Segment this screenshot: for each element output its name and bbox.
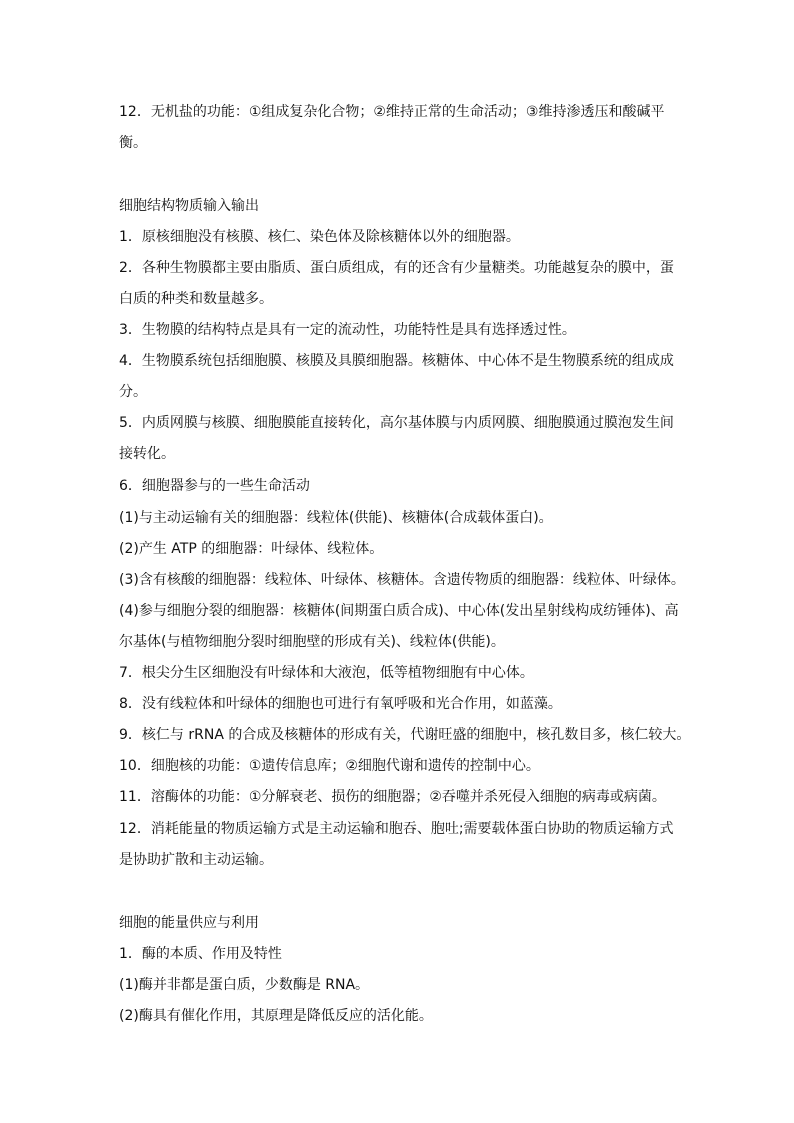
text-line: (4)参与细胞分裂的细胞器：核糖体(间期蛋白质合成)、中心体(发出星射线构成纺锤体)、高	[119, 603, 679, 619]
text-line: (1)酶并非都是蛋白质，少数酶是 RNA。	[119, 977, 370, 993]
text-line: 7．根尖分生区细胞没有叶绿体和大液泡，低等植物细胞有中心体。	[119, 665, 534, 681]
text-line: 白质的种类和数量越多。	[119, 291, 273, 307]
text-line: 9．核仁与 rRNA 的合成及核糖体的形成有关，代谢旺盛的细胞中，核孔数目多，核仁较大。	[119, 727, 691, 743]
text-line: (3)含有核酸的细胞器：线粒体、叶绿体、核糖体。含遗传物质的细胞器：线粒体、叶绿体。	[119, 572, 685, 588]
text-line: 3．生物膜的结构特点是具有一定的流动性，功能特性是具有选择透过性。	[119, 322, 576, 338]
text-line: 12．无机盐的功能：①组成复杂化合物；②维持正常的生命活动；③维持渗透压和酸碱平	[119, 104, 665, 120]
text-line: 尔基体(与植物细胞分裂时细胞壁的形成有关)、线粒体(供能)。	[119, 634, 505, 650]
text-line: 1．原核细胞没有核膜、核仁、染色体及除核糖体以外的细胞器。	[119, 229, 520, 245]
text-line: 接转化。	[119, 446, 175, 462]
text-line: 1．酶的本质、作用及特性	[119, 946, 282, 962]
text-line: 12．消耗能量的物质运输方式是主动运输和胞吞、胞吐;需要载体蛋白协助的物质运输方式	[119, 821, 674, 837]
text-line: (1)与主动运输有关的细胞器：线粒体(供能)、核糖体(合成载体蛋白)。	[119, 510, 553, 526]
text-line: 2．各种生物膜都主要由脂质、蛋白质组成，有的还含有少量糖类。功能越复杂的膜中，蛋	[119, 260, 674, 276]
text-line: 10．细胞核的功能：①遗传信息库；②细胞代谢和遗传的控制中心。	[119, 758, 540, 774]
section-title: 细胞结构物质输入输出	[119, 198, 259, 214]
text-line: (2)酶具有催化作用，其原理是降低反应的活化能。	[119, 1008, 433, 1024]
text-line: 衡。	[119, 135, 147, 151]
text-line: 5．内质网膜与核膜、细胞膜能直接转化，高尔基体膜与内质网膜、细胞膜通过膜泡发生间	[119, 415, 674, 431]
text-line: 4．生物膜系统包括细胞膜、核膜及具膜细胞器。核糖体、中心体不是生物膜系统的组成成	[119, 353, 674, 369]
text-line: 分。	[119, 384, 147, 400]
section-title: 细胞的能量供应与利用	[119, 915, 259, 931]
text-line: (2)产生 ATP 的细胞器：叶绿体、线粒体。	[119, 541, 384, 557]
text-line: 是协助扩散和主动运输。	[119, 852, 273, 868]
text-line: 11．溶酶体的功能：①分解衰老、损伤的细胞器；②吞噬并杀死侵入细胞的病毒或病菌。	[119, 789, 666, 805]
text-line: 6．细胞器参与的一些生命活动	[119, 478, 310, 494]
text-line: 8．没有线粒体和叶绿体的细胞也可进行有氧呼吸和光合作用，如蓝藻。	[119, 696, 562, 712]
